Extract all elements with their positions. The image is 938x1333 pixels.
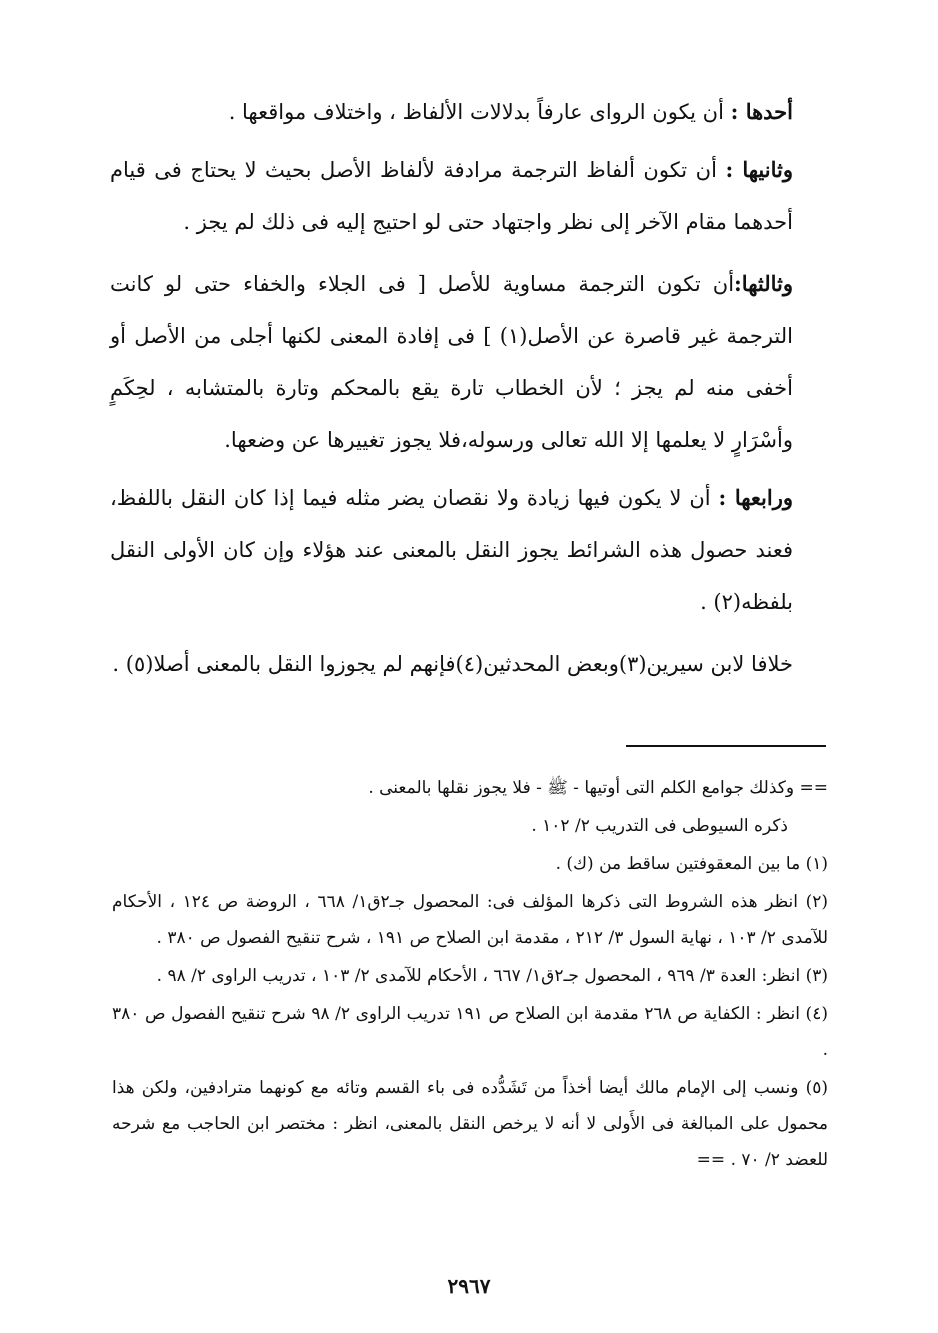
paragraph-fourth-condition	[110, 472, 793, 628]
paragraph-lead: وثانيها :	[725, 157, 793, 182]
footnote-continuation: == وكذلك جوامع الكلم التى أوتيها - ﷺ - فلا يجوز نقلها بالمعنى .	[368, 778, 828, 798]
footnotes	[112, 770, 828, 1180]
paragraph-first-condition	[110, 86, 793, 138]
footnote-4: (٤) انظر : الكفاية ص ٢٦٨ مقدمة ابن الصلاح ص ١٩١ تدريب الراوى ٢/ ٩٨ شرح تنقيح الفصول ص ٣٨٠ .	[112, 1004, 828, 1060]
footnote-5: (٥) ونسب إلى الإمام مالك أيضا أخذاً من تَشَدُّده فى باء القسم وتائه مع كونهما مترادفين، ولكن هذا محمول على المبالغة فى الأَولى لا أنه لا يرخص النقل بالمعنى، انظر : مختصر ابن الحاجب مع شرحه للعضد ٢/ ٧٠ . ==	[112, 1078, 828, 1170]
footnote-3: (٣) انظر: العدة ٣/ ٩٦٩ ، المحصول جـ٢ق١/ ٦٦٧ ، الأحكام للآمدى ٢/ ١٠٣ ، تدريب الراوى ٢/ ٩٨ .	[156, 966, 828, 986]
paragraph-text: خلافا لابن سيرين(٣)وبعض المحدثين(٤)فإنهم لم يجوزوا النقل بالمعنى أصلا(٥) .	[112, 652, 793, 676]
paragraph-text: أن لا يكون فيها زيادة ولا نقصان يضر مثله فيما إذا كان النقل باللفظ، فعند حصول هذه الشرائط يجوز النقل بالمعنى عند هؤلاء وإن كان الأولى النقل بلفظه(٢) .	[110, 486, 793, 614]
main-text	[110, 86, 793, 696]
paragraph-third-condition	[110, 258, 793, 466]
footnote-continuation-source: ذكره السيوطى فى التدريب ٢/ ١٠٢ .	[531, 816, 788, 836]
footnote-2: (٢) انظر هذه الشروط التى ذكرها المؤلف فى: المحصول جـ٢ق١/ ٦٦٨ ، الروضة ص ١٢٤ ، الأحكام للآمدى ٢/ ١٠٣ ، نهاية السول ٣/ ٢١٢ ، مقدمة ابن الصلاح ص ١٩١ ، شرح تنقيح الفصول ص ٣٨٠ .	[112, 892, 828, 948]
paragraph-text: أن تكون ألفاظ الترجمة مرادفة لألفاظ الأصل بحيث لا يحتاج فى قيام أحدهما مقام الآخر إلى نظر واجتهاد حتى لو احتيج إليه فى ذلك لم يجز .	[110, 158, 793, 234]
footnote-1: (١) ما بين المعقوفتين ساقط من (ك) .	[555, 854, 828, 874]
paragraph-disagreement	[110, 638, 793, 690]
paragraph-second-condition	[110, 144, 793, 248]
paragraph-lead: أحدها :	[730, 99, 793, 124]
paragraph-text: أن تكون الترجمة مساوية للأصل [ فى الجلاء والخفاء حتى لو كانت الترجمة غير قاصرة عن الأصل(١) ] فى إفادة المعنى لكنها أجلى من الأصل أو أخفى منه لم يجز ؛ لأن الخطاب تارة يقع بالمحكم وتارة بالمتشابه ، لحِكَمٍ وأسْرَارٍ لا يعلمها إلا الله تعالى ورسوله،فلا يجوز تغييرها عن وضعها.	[110, 272, 793, 452]
paragraph-lead: ورابعها :	[718, 485, 793, 510]
paragraph-lead: وثالثها:	[734, 271, 793, 296]
paragraph-text: أن يكون الرواى عارفاً بدلالات الألفاظ ، واختلاف مواقعها .	[228, 100, 731, 124]
footnote-separator	[626, 745, 826, 747]
page-number: ٢٩٦٧	[447, 1274, 491, 1298]
